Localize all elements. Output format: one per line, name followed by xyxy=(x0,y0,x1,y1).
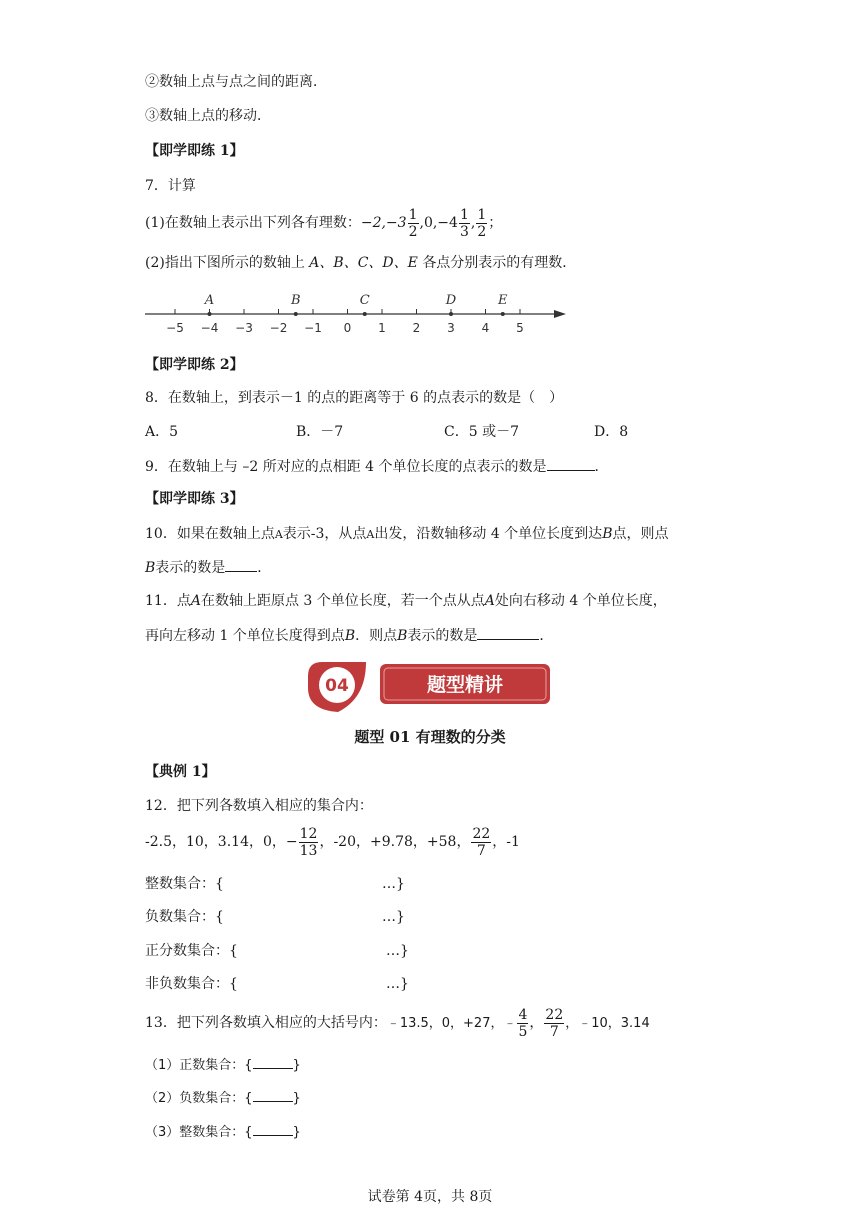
banner-text: 题型精讲 xyxy=(426,674,504,696)
q11-pointA-1: A xyxy=(190,593,201,609)
q11-line1 xyxy=(145,591,667,611)
q10-c: 出发，沿数轴移动 4 个单位长度到达 xyxy=(374,526,603,542)
q8-option-d: D．8 xyxy=(594,424,629,440)
q11-answer-blank[interactable] xyxy=(477,625,539,640)
banner-number: 04 xyxy=(325,676,349,696)
number-line-tick-label: −3 xyxy=(235,321,253,335)
q13-set-positive xyxy=(145,1054,301,1076)
q13-title: 13．把下列各数填入相应的大括号内： xyxy=(145,1015,387,1031)
text-item-3: ③数轴上点的移动． xyxy=(145,108,271,124)
q7-title: 7．计算 xyxy=(145,178,196,194)
q10-answer-blank[interactable] xyxy=(225,557,257,572)
q13-set-negative-close: } xyxy=(292,1091,301,1106)
number-line-point-label: A xyxy=(204,293,215,308)
q11-pointB-1: B xyxy=(344,628,356,644)
q11-a: 11．点 xyxy=(145,593,191,609)
q9-answer-blank[interactable] xyxy=(547,456,595,471)
q7-part1-prefix: (1)在数轴上表示出下列各有理数： xyxy=(145,215,361,231)
frac-den: 13 xyxy=(299,842,318,859)
q10-d: 点，则点 xyxy=(612,526,669,542)
q10-pointB-1: B xyxy=(602,526,613,542)
set-positive-fractions xyxy=(145,941,238,961)
number-line-point-label: D xyxy=(445,293,457,308)
frac-num: 22 xyxy=(545,1006,564,1023)
q13-set-integer-label: （3）整数集合：{ xyxy=(145,1125,253,1140)
q12-frac-2 xyxy=(471,826,491,859)
q10-b: 表示-3，从点 xyxy=(282,526,367,542)
q11-line2 xyxy=(145,625,553,646)
q8-option-a: A．5 xyxy=(145,424,179,440)
q13-set-negative xyxy=(145,1087,301,1109)
page-footer: 试卷第 4页，共 8页 xyxy=(367,1189,493,1205)
frac-num: 1 xyxy=(459,206,469,223)
q11-end: ． xyxy=(539,628,554,644)
q7-expr-b: ,0,−4 xyxy=(419,215,458,231)
q13-nums-a: ﹣13.5，0，+27，﹣ xyxy=(386,1016,517,1031)
q13-set-positive-close: } xyxy=(292,1058,301,1073)
frac-num: 12 xyxy=(299,825,318,842)
q7-expr-end: ； xyxy=(488,215,503,231)
number-line-tick-label: −2 xyxy=(269,321,288,335)
set-negatives-end: …} xyxy=(382,909,405,925)
set-nonnegatives-label: 非负数集合：{ xyxy=(145,976,238,992)
q12-nums-b: ，-20，+9.78，+58， xyxy=(319,834,471,850)
number-line-arrow xyxy=(554,310,566,318)
number-line-tick-label: −5 xyxy=(166,321,184,335)
set-integers-end: …} xyxy=(382,876,405,892)
section-banner xyxy=(304,658,554,714)
q7-part2-a: (2)指出下图所示的数轴上 xyxy=(145,255,305,271)
q10-end: ． xyxy=(257,560,272,576)
number-line xyxy=(140,288,580,344)
q7-part2-points: A、B、C、D、E xyxy=(309,255,418,271)
frac-den: 7 xyxy=(476,842,486,859)
q13-set-integer xyxy=(145,1121,301,1143)
q13-frac-2 xyxy=(544,1007,564,1040)
frac-den: 5 xyxy=(518,1023,528,1040)
q12-nums-a: -2.5，10，3.14，0，− xyxy=(145,834,298,850)
q13-set-integer-blank[interactable] xyxy=(253,1121,293,1136)
number-line-tick-label: 4 xyxy=(481,321,490,335)
number-line-tick-label: −4 xyxy=(200,321,219,335)
number-line-point-label: E xyxy=(498,293,508,308)
q8-option-b: B．－7 xyxy=(296,424,344,440)
q13-line xyxy=(145,1003,650,1044)
q10-line1 xyxy=(145,524,668,545)
q8-text: 8．在数轴上，到表示－1 的点的距离等于 6 的点表示的数是（ ） xyxy=(145,390,564,406)
q11-b: 在数轴上距原点 3 个单位长度，若一个点从点 xyxy=(200,593,485,609)
q11-e: ．则点 xyxy=(355,628,398,644)
q11-f: 表示的数是 xyxy=(407,628,478,644)
set-nonnegatives xyxy=(145,974,238,994)
q8-option-c: C．5 或－7 xyxy=(444,424,519,440)
q7-part2 xyxy=(145,253,576,273)
q10-line2 xyxy=(145,557,271,578)
number-line-point xyxy=(363,312,367,316)
number-line-point xyxy=(208,312,212,316)
q10-a: 10．如果在数轴上点 xyxy=(145,526,275,542)
frac-num: 1 xyxy=(477,206,487,223)
q13-set-integer-close: } xyxy=(292,1125,301,1140)
practice1-heading: 【即学即练 1】 xyxy=(145,143,244,159)
q9-text-a: 9．在数轴上与 –2 所对应的点相距 4 个单位长度的点表示的数是 xyxy=(145,459,547,475)
number-line-point-label: C xyxy=(359,293,370,308)
set-positive-fractions-label: 正分数集合：{ xyxy=(145,943,238,959)
number-line-tick-label: 2 xyxy=(412,321,421,335)
example1-heading: 【典例 1】 xyxy=(145,764,216,780)
q7-expr-c: , xyxy=(470,215,476,231)
q9-end: ． xyxy=(594,459,609,475)
set-integers-label: 整数集合：{ xyxy=(145,876,224,892)
q12-frac-1 xyxy=(299,826,319,859)
set-negatives xyxy=(145,907,224,927)
q12-numbers xyxy=(145,822,520,862)
q10-pointA-1: A xyxy=(274,528,283,541)
q13-frac-1 xyxy=(517,1007,528,1040)
q10-e: 表示的数是 xyxy=(155,560,226,576)
q13-nums-c: ，﹣10，3.14 xyxy=(565,1016,650,1031)
q7-frac-3 xyxy=(476,207,487,240)
frac-den: 7 xyxy=(549,1023,559,1040)
number-line-tick-label: 0 xyxy=(343,321,352,335)
q12-nums-c: ，-1 xyxy=(492,834,520,850)
q13-set-negative-label: （2）负数集合：{ xyxy=(145,1091,253,1106)
q7-frac-2 xyxy=(459,207,470,240)
q9-text xyxy=(145,456,609,477)
practice3-heading: 【即学即练 3】 xyxy=(145,491,244,507)
frac-num: 22 xyxy=(472,825,491,842)
frac-den: 2 xyxy=(408,223,418,240)
number-line-tick-label: 1 xyxy=(378,321,386,335)
q7-frac-1 xyxy=(408,207,419,240)
q10-pointB-2: B xyxy=(145,560,156,576)
q12-title: 12．把下列各数填入相应的集合内： xyxy=(145,798,373,814)
q11-d: 再向左移动 1 个单位长度得到点 xyxy=(145,628,345,644)
set-negatives-label: 负数集合：{ xyxy=(145,909,224,925)
frac-num: 4 xyxy=(518,1006,528,1023)
q7-expr-a: −2,−3 xyxy=(360,215,407,231)
frac-den: 2 xyxy=(477,223,487,240)
q13-nums-b: ， xyxy=(529,1015,544,1031)
number-line-tick-label: 3 xyxy=(447,321,455,335)
q7-part2-b: 各点分别表示的有理数． xyxy=(422,255,577,271)
q13-set-positive-blank[interactable] xyxy=(253,1054,293,1069)
set-integers xyxy=(145,874,224,894)
number-line-point xyxy=(501,312,505,316)
set-positive-fractions-end: …} xyxy=(386,943,409,959)
number-line-point-label: B xyxy=(290,293,301,308)
number-line-point xyxy=(449,312,453,316)
number-line-tick-label: −1 xyxy=(304,321,322,335)
q13-set-negative-blank[interactable] xyxy=(253,1087,293,1102)
q11-c: 处向右移动 4 个单位长度， xyxy=(494,593,667,609)
text-item-2: ②数轴上点与点之间的距离． xyxy=(145,74,327,90)
number-line-tick-label: 5 xyxy=(516,321,524,335)
q11-pointB-2: B xyxy=(397,628,408,644)
frac-den: 3 xyxy=(459,223,469,240)
practice2-heading: 【即学即练 2】 xyxy=(145,357,244,373)
q7-part1 xyxy=(145,205,502,241)
set-nonnegatives-end: …} xyxy=(386,976,409,992)
q13-set-positive-label: （1）正数集合：{ xyxy=(145,1058,253,1073)
section-title: 题型 01 有理数的分类 xyxy=(354,728,506,746)
q10-pointA-2: A xyxy=(366,528,375,541)
frac-num: 1 xyxy=(408,206,418,223)
number-line-point xyxy=(294,312,298,316)
q11-pointA-2: A xyxy=(484,593,495,609)
